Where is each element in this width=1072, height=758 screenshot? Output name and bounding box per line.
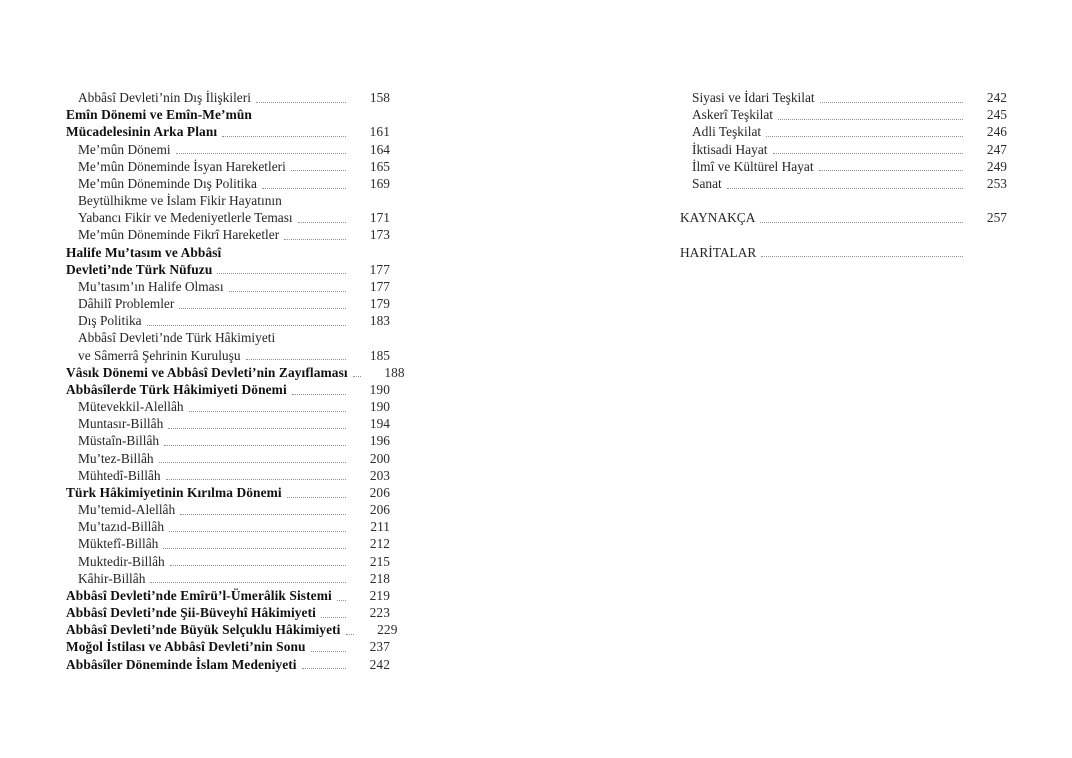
page-number: 179 [369, 296, 390, 312]
dot-leader [147, 325, 346, 326]
page-number: 165 [369, 158, 390, 174]
toc-entry-label: Müktefî-Billâh [78, 536, 159, 552]
toc-entry-label: Askerî Teşkilat [692, 107, 774, 123]
toc-entry-row [66, 295, 390, 312]
toc-entry-label: İlmî ve Kültürel Hayat [692, 158, 814, 174]
dot-leader [727, 188, 963, 189]
toc-entry-row [66, 123, 390, 140]
toc-entry-label: Abbâsîler Döneminde İslam Medeniyeti [66, 656, 297, 672]
toc-blank-line [680, 226, 1007, 243]
dot-leader [179, 308, 346, 309]
page-number: 177 [369, 261, 390, 277]
toc-entry-label: Abbâsî Devleti’nde Büyük Selçuklu Hâkimiyeti [66, 622, 341, 638]
toc-entry-row [66, 501, 390, 518]
dot-leader [222, 136, 346, 137]
dot-leader [168, 428, 346, 429]
dot-leader [778, 119, 963, 120]
toc-entry-label: Me’mûn Döneminde Dış Politika [78, 175, 257, 191]
dot-leader [217, 273, 346, 274]
dot-leader [321, 617, 346, 618]
toc-entry-row [66, 587, 390, 604]
dot-leader [819, 170, 963, 171]
toc-entry-label: Moğol İstilası ve Abbâsî Devleti’nin Sonu [66, 639, 306, 655]
dot-leader [159, 462, 346, 463]
toc-entry-row [66, 209, 390, 226]
toc-entry-row [66, 175, 390, 192]
page-number: 253 [986, 175, 1007, 191]
toc-entry-label: Halife Mu’tasım ve Abbâsî [66, 244, 222, 260]
dot-leader [761, 256, 963, 257]
toc-entry-label: Mütevekkil-Alellâh [78, 399, 184, 415]
toc-entry-label: Sanat [692, 175, 722, 191]
toc-entry-label: Abbâsî Devleti’nde Şii-Büveyhî Hâkimiyeti [66, 605, 316, 621]
toc-entry-label: Muktedir-Billâh [78, 553, 165, 569]
page-number: 183 [369, 313, 390, 329]
toc-entry-row [66, 364, 405, 381]
toc-entry-row [66, 381, 390, 398]
toc-entry-row [66, 604, 390, 621]
toc-entry-label: Dış Politika [78, 313, 142, 329]
toc-entry-label: Mu’tez-Billâh [78, 450, 154, 466]
toc-entry-label: Kâhir-Billâh [78, 570, 146, 586]
page-number: 190 [369, 381, 390, 397]
dot-leader [163, 548, 346, 549]
dot-leader [189, 411, 346, 412]
toc-entry-row [66, 553, 390, 570]
toc-entry-label: Me’mûn Döneminde Fikrî Hareketler [78, 227, 280, 243]
toc-entry-row [66, 621, 398, 638]
dot-leader [176, 153, 346, 154]
toc-entry-label: Mu’temid-Alellâh [78, 502, 176, 518]
toc-entry-row [680, 209, 1007, 226]
page-number: 200 [369, 450, 390, 466]
dot-leader [760, 222, 963, 223]
page-number: 229 [377, 622, 398, 638]
toc-entry-label: Yabancı Fikir ve Medeniyetlerle Teması [78, 210, 293, 226]
page-number: 190 [369, 399, 390, 415]
toc-entry-row [66, 278, 390, 295]
dot-leader [229, 291, 346, 292]
page-number: 177 [369, 278, 390, 294]
toc-entry-label: Mu’tazıd-Billâh [78, 519, 165, 535]
dot-leader [287, 497, 346, 498]
dot-leader [262, 188, 346, 189]
page-number: 158 [369, 89, 390, 105]
toc-entry-label: Mücadelesinin Arka Planı [66, 124, 218, 140]
toc-entry-row [66, 141, 390, 158]
page-number: 194 [369, 416, 390, 432]
toc-entry-label: Siyasi ve İdari Teşkilat [692, 89, 815, 105]
page-number: 188 [384, 364, 405, 380]
page-number: 171 [369, 210, 390, 226]
toc-entry-row [66, 89, 390, 106]
toc-entry-row [66, 226, 390, 243]
toc-entry-row [66, 518, 390, 535]
page-number: 219 [369, 587, 390, 603]
toc-entry-row [680, 175, 1007, 192]
toc-entry-row [66, 484, 390, 501]
dot-leader [291, 170, 346, 171]
page-number: 218 [369, 570, 390, 586]
toc-entry-row [66, 432, 390, 449]
page-number: 242 [369, 656, 390, 672]
toc-entry-label: KAYNAKÇA [680, 210, 756, 226]
dot-leader [353, 376, 361, 377]
toc-entry-row [66, 192, 390, 209]
toc-column-right [680, 89, 1007, 261]
toc-entry-row [66, 329, 390, 346]
toc-entry-label: Abbâsî Devleti’nde Emîrü’l-Ümerâlik Sistemi [66, 587, 332, 603]
toc-entry-label: Türk Hâkimiyetinin Kırılma Dönemi [66, 484, 282, 500]
page-number: 161 [369, 124, 390, 140]
page-number: 237 [369, 639, 390, 655]
toc-entry-row [66, 261, 390, 278]
dot-leader [337, 600, 346, 601]
toc-entry-label: Devleti’nde Türk Nüfuzu [66, 261, 213, 277]
toc-entry-row [680, 244, 1007, 261]
page-number: 164 [369, 141, 390, 157]
page-number: 173 [369, 227, 390, 243]
toc-entry-label: Beytülhikme ve İslam Fikir Hayatının [78, 193, 282, 209]
dot-leader [302, 668, 346, 669]
toc-entry-label: ve Sâmerrâ Şehrinin Kuruluşu [78, 347, 241, 363]
toc-entry-row [66, 639, 390, 656]
dot-leader [292, 394, 346, 395]
page-number: 245 [986, 107, 1007, 123]
toc-entry-row [66, 347, 390, 364]
page-number: 203 [369, 467, 390, 483]
dot-leader [246, 359, 346, 360]
toc-entry-row [680, 106, 1007, 123]
toc-entry-label: Muntasır-Billâh [78, 416, 164, 432]
page-number: 196 [369, 433, 390, 449]
page-number: 169 [369, 175, 390, 191]
page-number: 206 [369, 502, 390, 518]
toc-entry-label: Mühtedî-Billâh [78, 467, 161, 483]
page-number: 242 [986, 89, 1007, 105]
dot-leader [166, 479, 346, 480]
toc-entry-label: İktisadi Hayat [692, 141, 768, 157]
dot-leader [298, 222, 346, 223]
toc-entry-label: Emîn Dönemi ve Emîn-Me’mûn [66, 107, 252, 123]
page-number: 206 [369, 484, 390, 500]
dot-leader [256, 102, 346, 103]
page-number: 215 [369, 553, 390, 569]
page-number: 212 [369, 536, 390, 552]
toc-entry-row [66, 244, 390, 261]
page-number: 247 [986, 141, 1007, 157]
dot-leader [284, 239, 346, 240]
toc-entry-label: Müstaîn-Billâh [78, 433, 160, 449]
toc-entry-label: Vâsık Dönemi ve Abbâsî Devleti’nin Zayıflaması [66, 364, 348, 380]
dot-leader [346, 634, 354, 635]
dot-leader [169, 531, 346, 532]
toc-entry-row [66, 158, 390, 175]
toc-entry-row [66, 415, 390, 432]
toc-entry-label: Abbâsîlerde Türk Hâkimiyeti Dönemi [66, 381, 287, 397]
toc-entry-row [66, 450, 390, 467]
dot-leader [170, 565, 346, 566]
page-number: 249 [986, 158, 1007, 174]
toc-entry-label: HARİTALAR [680, 244, 757, 260]
toc-entry-row [66, 570, 390, 587]
toc-entry-row [66, 467, 390, 484]
dot-leader [773, 153, 964, 154]
toc-blank-line [680, 192, 1007, 209]
page-number: 257 [986, 210, 1007, 226]
toc-entry-row [680, 158, 1007, 175]
toc-entry-row [680, 123, 1007, 140]
toc-entry-label: Adli Teşkilat [692, 124, 762, 140]
page-number: 246 [986, 124, 1007, 140]
dot-leader [180, 514, 346, 515]
toc-entry-row [680, 141, 1007, 158]
toc-entry-label: Abbâsî Devleti’nde Türk Hâkimiyeti [78, 330, 276, 346]
page-number: 211 [370, 519, 390, 535]
toc-entry-row [680, 89, 1007, 106]
page-number: 223 [369, 605, 390, 621]
toc-entry-row [66, 535, 390, 552]
toc-entry-row [66, 106, 390, 123]
toc-entry-row [66, 398, 390, 415]
toc-column-left [66, 89, 405, 673]
toc-entry-label: Dâhilî Problemler [78, 296, 175, 312]
toc-entry-row [66, 312, 390, 329]
dot-leader [766, 136, 963, 137]
dot-leader [164, 445, 346, 446]
dot-leader [820, 102, 963, 103]
toc-entry-label: Me’mûn Döneminde İsyan Hareketleri [78, 158, 286, 174]
page-number: 185 [369, 347, 390, 363]
dot-leader [311, 651, 346, 652]
toc-entry-row [66, 656, 390, 673]
toc-entry-label: Me’mûn Dönemi [78, 141, 171, 157]
dot-leader [150, 582, 346, 583]
toc-entry-label: Abbâsî Devleti’nin Dış İlişkileri [78, 89, 251, 105]
toc-entry-label: Mu’tasım’ın Halife Olması [78, 278, 224, 294]
